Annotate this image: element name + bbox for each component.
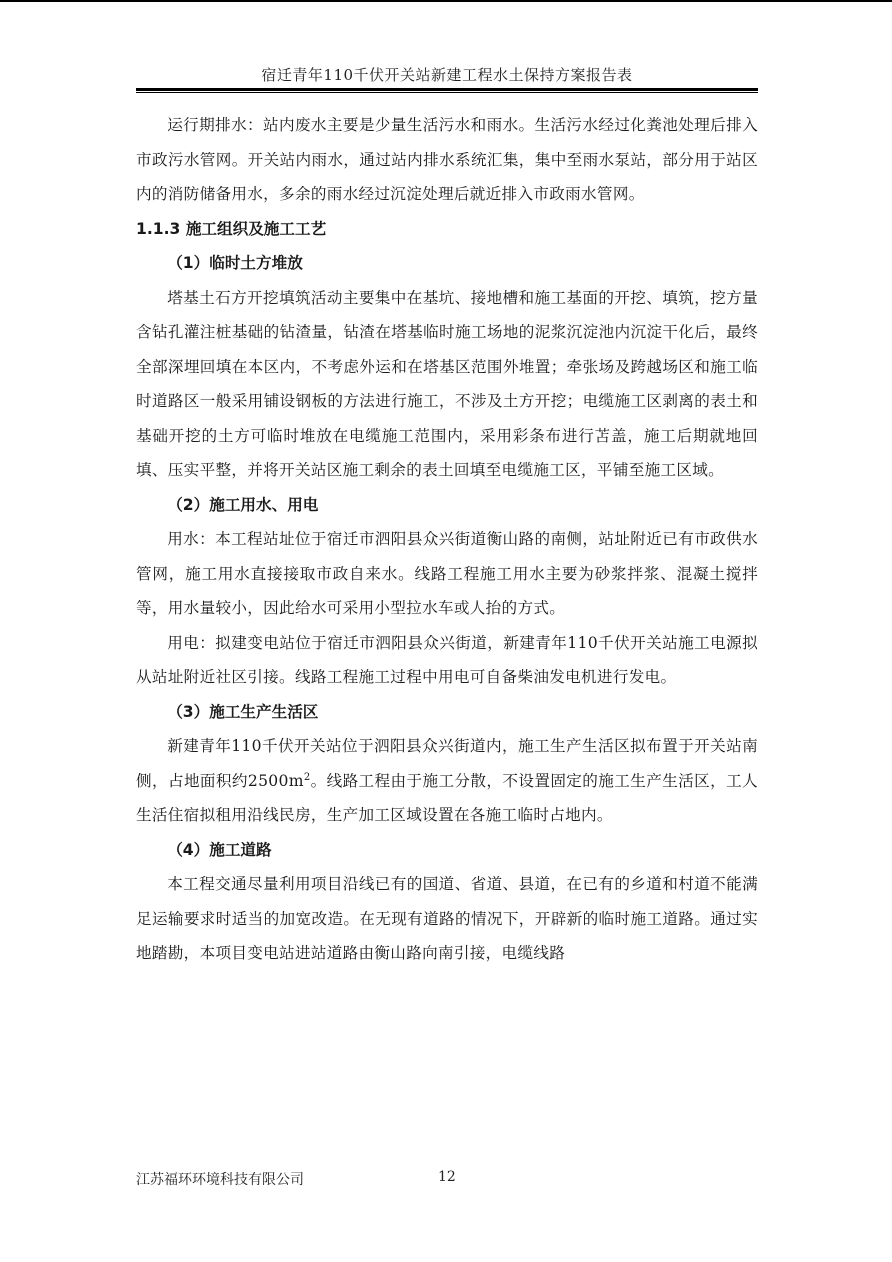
- paragraph-water-use: 用水：本工程站址位于宿迁市泗阳县众兴街道衡山路的南侧，站址附近已有市政供水管网，施工用水直接接取市政自来水。线路工程施工用水主要为砂浆拌浆、混凝土搅拌等，用水量较小，因此给水可采用小型拉水车或人抬的方式。: [136, 530, 758, 617]
- section-heading-1-1-3: 1.1.3 施工组织及施工工艺: [136, 219, 327, 238]
- living-area-text-a: 新建青年110千伏开关站位于泗阳县众兴街道内，施工生产生活区拟布置于开关站南侧，占地面积约2500m: [136, 737, 758, 790]
- header-rule: [136, 88, 758, 93]
- paragraph-power-use: 用电：拟建变电站位于宿迁市泗阳县众兴街道，新建青年110千伏开关站施工电源拟从站址附近社区引接。线路工程施工过程中用电可自备柴油发电机进行发电。: [136, 633, 758, 686]
- superscript-2: 2: [303, 771, 311, 783]
- paragraph-earthwork: 塔基土石方开挖填筑活动主要集中在基坑、接地槽和施工基面的开挖、填筑，挖方量含钻孔灌注桩基础的钻渣量，钻渣在塔基临时施工场地的泥浆沉淀池内沉淀干化后，最终全部深埋回填在本区内，不考虑外运和在塔基区范围外堆置；牵张场及跨越场区和施工临时道路区一般采用铺设钢板的方法进行施工，不涉及土方开挖；电缆施工区剥离的表土和基础开挖的土方可临时堆放在电缆施工范围内，采用彩条布进行苫盖，施工后期就地回填、压实平整，并将开关站区施工剩余的表土回填至电缆施工区，平铺至施工区域。: [136, 288, 758, 479]
- paragraph-living-area: [136, 729, 758, 833]
- subsection-heading-2: （2）施工用水、用电: [167, 495, 319, 514]
- subsection-heading-1: （1）临时土方堆放: [167, 254, 303, 272]
- footer-page-number: 12: [438, 1169, 456, 1185]
- paragraph-drainage: 运行期排水：站内废水主要是少量生活污水和雨水。生活污水经过化粪池处理后排入市政污水管网。开关站内雨水，通过站内排水系统汇集，集中至雨水泵站，部分用于站区内的消防储备用水，多余的雨水经过沉淀处理后就近排入市政雨水管网。: [136, 116, 758, 203]
- paragraph-roads: 本工程交通尽量利用项目沿线已有的国道、省道、县道，在已有的乡道和村道不能满足运输要求时适当的加宽改造。在无现有道路的情况下，开辟新的临时施工道路。通过实地踏勘，本项目变电站进站道路由衡山路向南引接，电缆线路: [136, 875, 758, 962]
- running-header-title: 宿迁青年110千伏开关站新建工程水土保持方案报告表: [261, 66, 633, 84]
- top-border-line: [0, 0, 892, 2]
- living-area-text-b: 。线路工程由于施工分散，不设置固定的施工生产生活区，工人生活住宿拟租用沿线民房，生产加工区域设置在各施工临时占地内。: [136, 771, 758, 824]
- body-content: [136, 108, 758, 971]
- subsection-heading-3: （3）施工生产生活区: [167, 702, 319, 721]
- subsection-heading-4: （4）施工道路: [167, 840, 272, 859]
- footer-company: 江苏福环环境科技有限公司: [136, 1172, 304, 1188]
